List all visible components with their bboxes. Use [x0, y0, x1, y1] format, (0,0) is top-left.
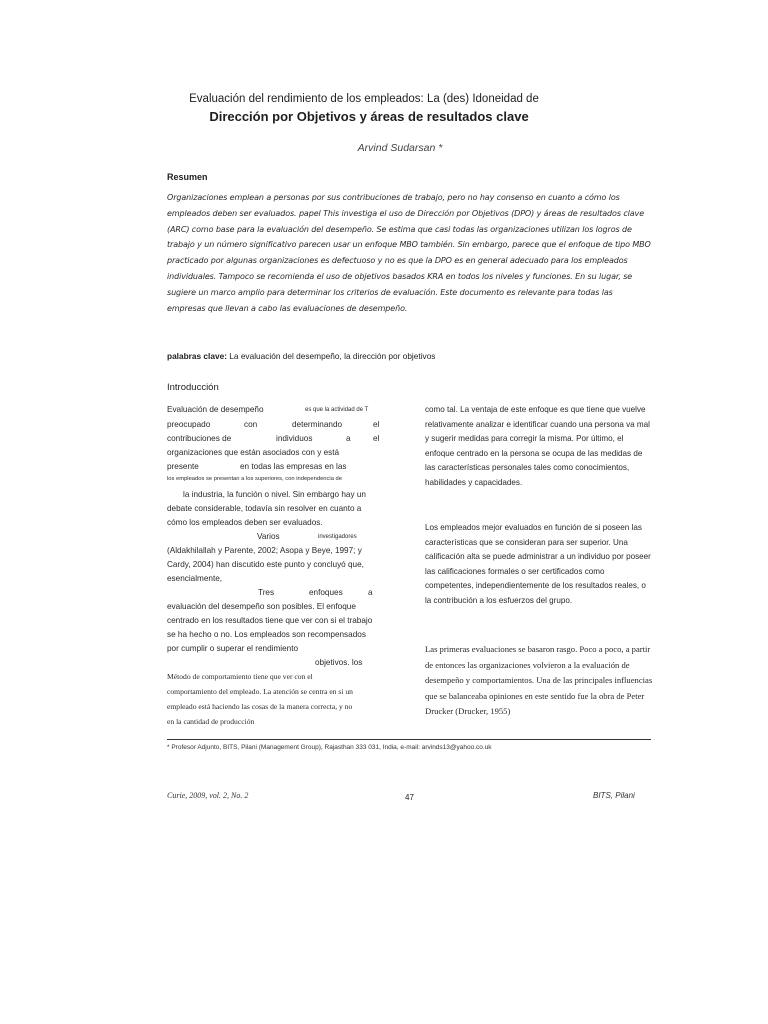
- left-line: el: [373, 420, 380, 429]
- title-line-1: Evaluación del rendimiento de los empleados: La (des) Idoneidad de: [189, 93, 539, 105]
- left-line: con: [244, 420, 258, 429]
- left-line: la industria, la función o nivel. Sin embargo hay un: [183, 490, 366, 499]
- left-line: presente: [167, 462, 199, 471]
- left-line: evaluación del desempeño son posibles. El enfoque: [167, 602, 356, 611]
- left-line: debate considerable, todavía sin resolver en cuanto a: [167, 504, 362, 513]
- left-line: a: [368, 588, 373, 597]
- left-line: investigadores: [318, 534, 357, 540]
- left-line: a: [346, 434, 351, 443]
- left-line: determinando: [292, 420, 343, 429]
- left-line: contribuciones de: [167, 434, 232, 443]
- left-line: en todas las empresas en las: [240, 462, 347, 471]
- keywords: [167, 351, 435, 361]
- left-line: (Aldakhilallah y Parente, 2002; Asopa y Beye, 1997; y: [167, 546, 362, 555]
- left-line: Evaluación de desempeño: [167, 405, 264, 414]
- left-line: por cumplir o superar el rendimiento: [167, 644, 299, 653]
- abstract-text: Organizaciones emplean a personas por sus contribuciones de trabajo, pero no hay consenso en cuanto a cómo los empleados deben ser evaluados. papel This investiga el uso de Dirección por Objetivos (DPO) y áreas de resultados clave (ARC) como base para la evaluación del desempeño. Se estima que casi todas las organizaciones utilizan los logros de trabajo y un número significativo parecen usar un enfoque MBO también. Sin embargo, parece que el enfoque de tipo MBO practicado por algunas organizaciones es defectuoso y no es que la DPO es en general adecuado para los empleados individuales. Tampoco se recomienda el uso de objetivos basados KRA en todos los niveles y funciones. En su lugar, se sugiere un marco amplio para determinar los criterios de evaluación. Este documento es relevante para todas las empresas que llevan a cabo las evaluaciones de desempeño.: [167, 193, 651, 313]
- section-heading-introduction: Introducción: [167, 382, 219, 393]
- left-line: se ha hecho o no. Los empleados son recompensados: [167, 630, 366, 639]
- left-line: es que la actividad de T: [305, 407, 369, 413]
- left-line: empleado está haciendo las cosas de la manera correcta, y no: [167, 702, 353, 711]
- author: Arvind Sudarsan *: [357, 142, 443, 154]
- title-line-2: Dirección por Objetivos y áreas de resultados clave: [209, 109, 529, 124]
- left-line: preocupado: [167, 420, 211, 429]
- keywords-label: palabras clave:: [167, 351, 227, 361]
- right-paragraph-3: Las primeras evaluaciones se basaron rasgo. Poco a poco, a partir de entonces las organizaciones volvieron a la evaluación de desempeño y comportamientos. Una de las principales influencias que se balanceaba opiniones en este sentido fue la obra de Peter Drucker (Drucker, 1955): [425, 644, 653, 717]
- left-line: objetivos. los: [315, 658, 363, 667]
- abstract-heading: Resumen: [167, 172, 208, 182]
- left-line: Cardy, 2004) han discutido este punto y concluyó que,: [167, 560, 364, 569]
- footnote-divider: [167, 739, 651, 740]
- left-line: en la cantidad de producción: [167, 717, 255, 726]
- left-line: cómo los empleados deben ser evaluados.: [167, 518, 323, 527]
- left-line: Tres: [258, 588, 275, 597]
- left-line: individuos: [276, 434, 313, 443]
- left-line: centrado en los resultados tiene que ver con si el trabajo: [167, 616, 373, 625]
- left-line: comportamiento del empleado. La atención se centra en si un: [167, 687, 353, 696]
- page-number: 47: [405, 793, 414, 802]
- left-line: esencialmente,: [167, 574, 223, 583]
- left-line: organizaciones que están asociados con y está: [167, 448, 340, 457]
- left-line: los empleados se presentan a los superiores, con independencia de: [167, 476, 342, 482]
- left-line: Varios: [257, 532, 280, 541]
- footnote: * Profesor Adjunto, BITS, Pilani (Management Group), Rajasthan 333 031, India, e-mail: arvinds13@yahoo.co.uk: [167, 744, 492, 751]
- footer-journal: Curie, 2009, vol. 2, No. 2: [167, 791, 249, 800]
- left-line: Método de comportamiento tiene que ver con el: [167, 672, 313, 681]
- right-paragraph-1: como tal. La ventaja de este enfoque es que tiene que vuelve relativamente analizar e identificar cuando una persona va mal y sugerir medidas para corregir la misma. Por último, el enfoque centrado en la persona se ocupa de las medidas de las características personales tales como conocimientos, habilidades y capacidades.: [425, 405, 650, 487]
- left-line: el: [373, 434, 380, 443]
- footer-institution: BITS, Pilani: [593, 791, 635, 800]
- left-line: enfoques: [309, 588, 343, 597]
- right-paragraph-2: Los empleados mejor evaluados en función de si poseen las características que se consideran para ser superior. Una calificación alta se puede administrar a un individuo por poseer las calificaciones formales o ser certificados como competentes, independientemente de los resultados reales, o la contribución a los esfuerzos del grupo.: [425, 523, 651, 605]
- keywords-text: La evaluación del desempeño, la dirección por objetivos: [229, 351, 436, 361]
